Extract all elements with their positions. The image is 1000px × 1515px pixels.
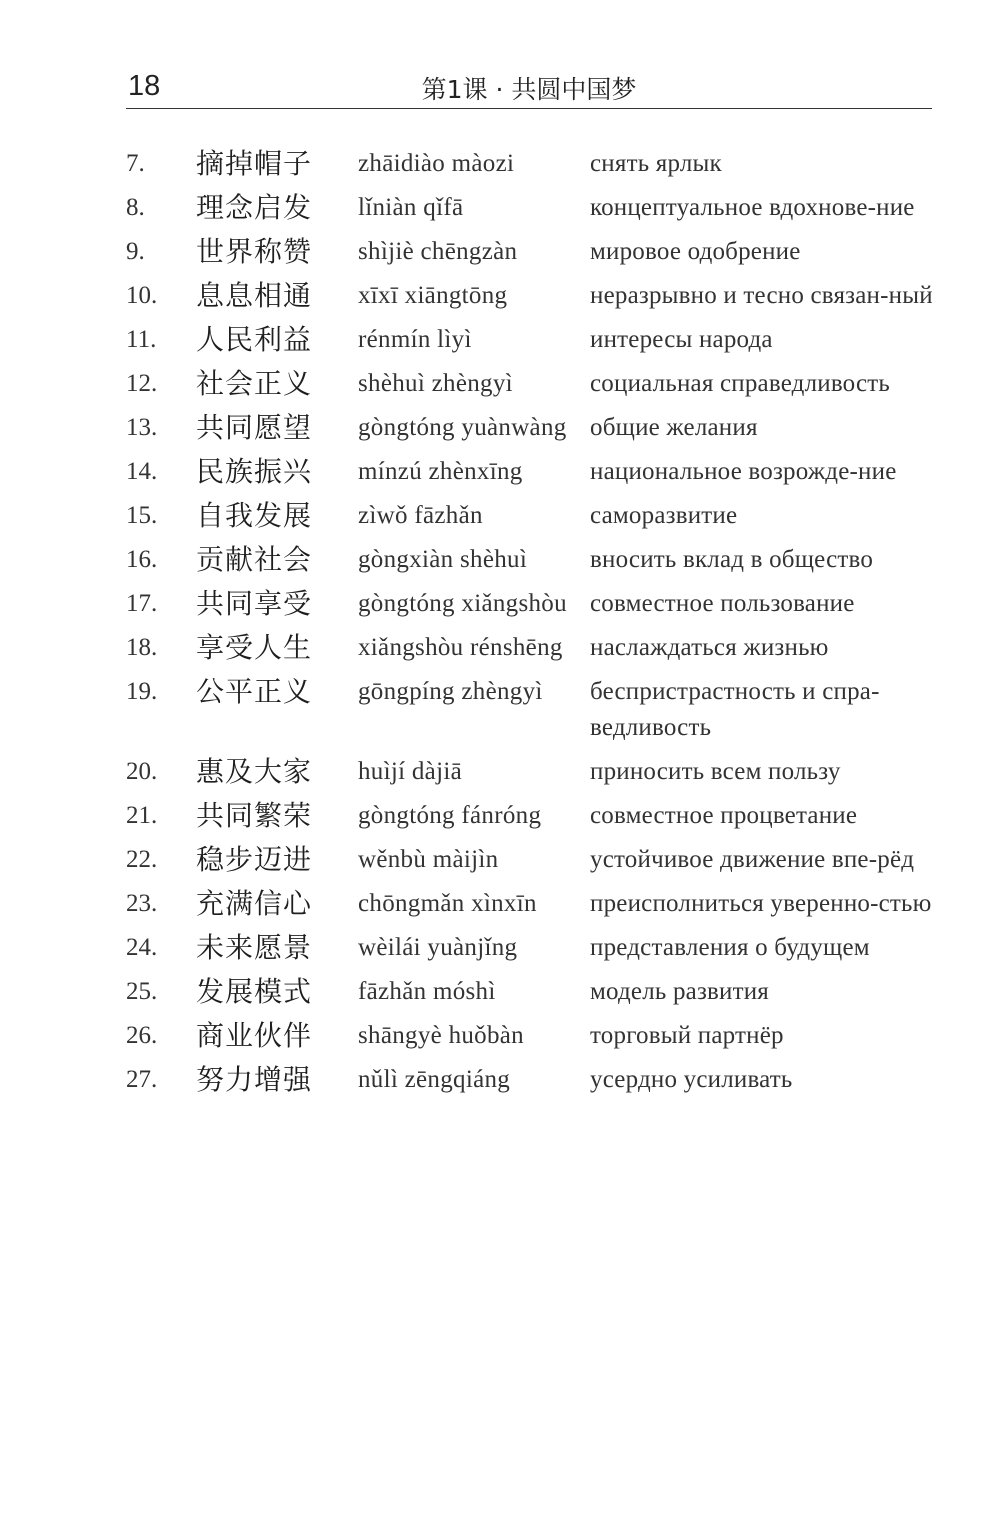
vocab-entry — [126, 542, 936, 578]
entry-hanzi: 民族振兴 — [196, 455, 313, 488]
entry-translation: концептуальное вдохнове-ние — [590, 194, 915, 221]
vocabulary-list — [126, 146, 936, 1106]
vocab-entry — [126, 234, 936, 270]
entry-number: 8. — [126, 194, 145, 221]
entry-translation: устойчивое движение впе-рёд — [590, 846, 915, 873]
vocab-entry — [126, 146, 936, 182]
entry-pinyin: mínzú zhènxīng — [358, 458, 523, 485]
entry-translation: представления о будущем — [590, 934, 870, 961]
vocab-entry — [126, 630, 936, 666]
entry-number: 18. — [126, 634, 158, 661]
entry-translation: интересы народа — [590, 326, 773, 353]
entry-pinyin: wèilái yuànjǐng — [358, 934, 518, 961]
entry-pinyin: shāngyè huǒbàn — [358, 1022, 524, 1049]
entry-pinyin: gōngpíng zhèngyì — [358, 678, 543, 705]
entry-pinyin: rénmín lìyì — [358, 326, 472, 353]
vocab-entry — [126, 974, 936, 1010]
entry-translation: вносить вклад в общество — [590, 546, 874, 573]
entry-pinyin: wěnbù màijìn — [358, 846, 499, 873]
entry-hanzi: 人民利益 — [196, 323, 313, 356]
entry-translation: совместное пользование — [590, 590, 855, 617]
entry-translation: беспристрастность и спра-ведливость — [590, 678, 880, 741]
entry-number: 15. — [126, 502, 158, 529]
entry-pinyin: huìjí dàjiā — [358, 758, 462, 785]
entry-hanzi: 自我发展 — [196, 499, 313, 532]
vocab-entry — [126, 586, 936, 622]
entry-translation: общие желания — [590, 414, 758, 441]
entry-pinyin: xīxī xiāngtōng — [358, 282, 508, 309]
entry-pinyin: shèhuì zhèngyì — [358, 370, 513, 397]
entry-translation: мировое одобрение — [590, 238, 801, 265]
vocab-entry — [126, 1018, 936, 1054]
entry-number: 16. — [126, 546, 158, 573]
entry-hanzi: 社会正义 — [196, 367, 313, 400]
vocab-entry — [126, 798, 936, 834]
entry-hanzi: 世界称赞 — [196, 235, 313, 268]
entry-number: 23. — [126, 890, 158, 917]
entry-translation: совместное процветание — [590, 802, 858, 829]
entry-hanzi: 共同繁荣 — [196, 799, 313, 832]
vocab-entry — [126, 930, 936, 966]
entry-number: 22. — [126, 846, 158, 873]
vocab-entry — [126, 190, 936, 226]
entry-hanzi: 公平正义 — [196, 675, 313, 708]
entry-pinyin: lǐniàn qǐfā — [358, 194, 464, 221]
entry-hanzi: 共同享受 — [196, 587, 313, 620]
entry-pinyin: shìjiè chēngzàn — [358, 238, 518, 265]
entry-pinyin: zhāidiào màozi — [358, 150, 515, 177]
entry-pinyin: zìwǒ fāzhǎn — [358, 502, 483, 529]
entry-hanzi: 摘掉帽子 — [196, 147, 313, 180]
entry-number: 13. — [126, 414, 158, 441]
entry-translation: приносить всем пользу — [590, 758, 841, 785]
entry-translation: снять ярлык — [590, 150, 722, 177]
entry-hanzi: 理念启发 — [196, 191, 313, 224]
entry-translation: саморазвитие — [590, 502, 738, 529]
entry-number: 7. — [126, 150, 145, 177]
entry-pinyin: gòngxiàn shèhuì — [358, 546, 528, 573]
entry-translation: неразрывно и тесно связан-ный — [590, 282, 933, 309]
entry-pinyin: gòngtóng xiǎngshòu — [358, 590, 567, 617]
entry-translation: национальное возрожде-ние — [590, 458, 897, 485]
entry-hanzi: 共同愿望 — [196, 411, 313, 444]
entry-number: 26. — [126, 1022, 158, 1049]
entry-hanzi: 努力增强 — [196, 1063, 313, 1096]
entry-number: 19. — [126, 678, 158, 705]
vocab-entry — [126, 410, 936, 446]
entry-number: 12. — [126, 370, 158, 397]
vocab-entry — [126, 498, 936, 534]
entry-pinyin: nǔlì zēngqiáng — [358, 1066, 511, 1093]
entry-translation: торговый партнёр — [590, 1022, 784, 1049]
vocab-entry — [126, 322, 936, 358]
entry-number: 10. — [126, 282, 158, 309]
entry-hanzi: 贡献社会 — [196, 543, 313, 576]
entry-number: 9. — [126, 238, 145, 265]
vocab-entry — [126, 886, 936, 922]
entry-number: 17. — [126, 590, 158, 617]
entry-hanzi: 商业伙伴 — [196, 1019, 313, 1052]
entry-number: 24. — [126, 934, 158, 961]
vocab-entry — [126, 1062, 936, 1098]
entry-pinyin: fāzhǎn móshì — [358, 978, 496, 1005]
entry-hanzi: 惠及大家 — [196, 755, 313, 788]
entry-hanzi: 充满信心 — [196, 887, 313, 920]
entry-hanzi: 未来愿景 — [196, 931, 313, 964]
entry-pinyin: chōngmǎn xìnxīn — [358, 890, 537, 917]
page-number: 18 — [128, 70, 161, 102]
vocab-entry — [126, 278, 936, 314]
entry-translation: усердно усиливать — [590, 1066, 793, 1093]
entry-number: 21. — [126, 802, 158, 829]
entry-pinyin: xiǎngshòu rénshēng — [358, 634, 563, 661]
entry-pinyin: gòngtóng yuànwàng — [358, 414, 567, 441]
entry-translation: преисполниться уверенно-стью — [590, 890, 932, 917]
vocab-entry — [126, 842, 936, 878]
entry-number: 11. — [126, 326, 157, 353]
vocab-entry — [126, 674, 936, 746]
vocab-entry — [126, 754, 936, 790]
vocab-entry — [126, 366, 936, 402]
entry-translation: модель развития — [590, 978, 770, 1005]
entry-number: 27. — [126, 1066, 158, 1093]
entry-hanzi: 稳步迈进 — [196, 843, 313, 876]
entry-translation: наслаждаться жизнью — [590, 634, 829, 661]
entry-hanzi: 享受人生 — [196, 631, 313, 664]
entry-number: 20. — [126, 758, 158, 785]
entry-number: 14. — [126, 458, 158, 485]
entry-pinyin: gòngtóng fánróng — [358, 802, 542, 829]
entry-number: 25. — [126, 978, 158, 1005]
page-header — [126, 66, 932, 109]
entry-hanzi: 息息相通 — [196, 279, 313, 312]
vocab-entry — [126, 454, 936, 490]
entry-translation: социальная справедливость — [590, 370, 891, 397]
running-title: 第1课 · 共圆中国梦 — [421, 75, 637, 104]
entry-hanzi: 发展模式 — [196, 975, 313, 1008]
